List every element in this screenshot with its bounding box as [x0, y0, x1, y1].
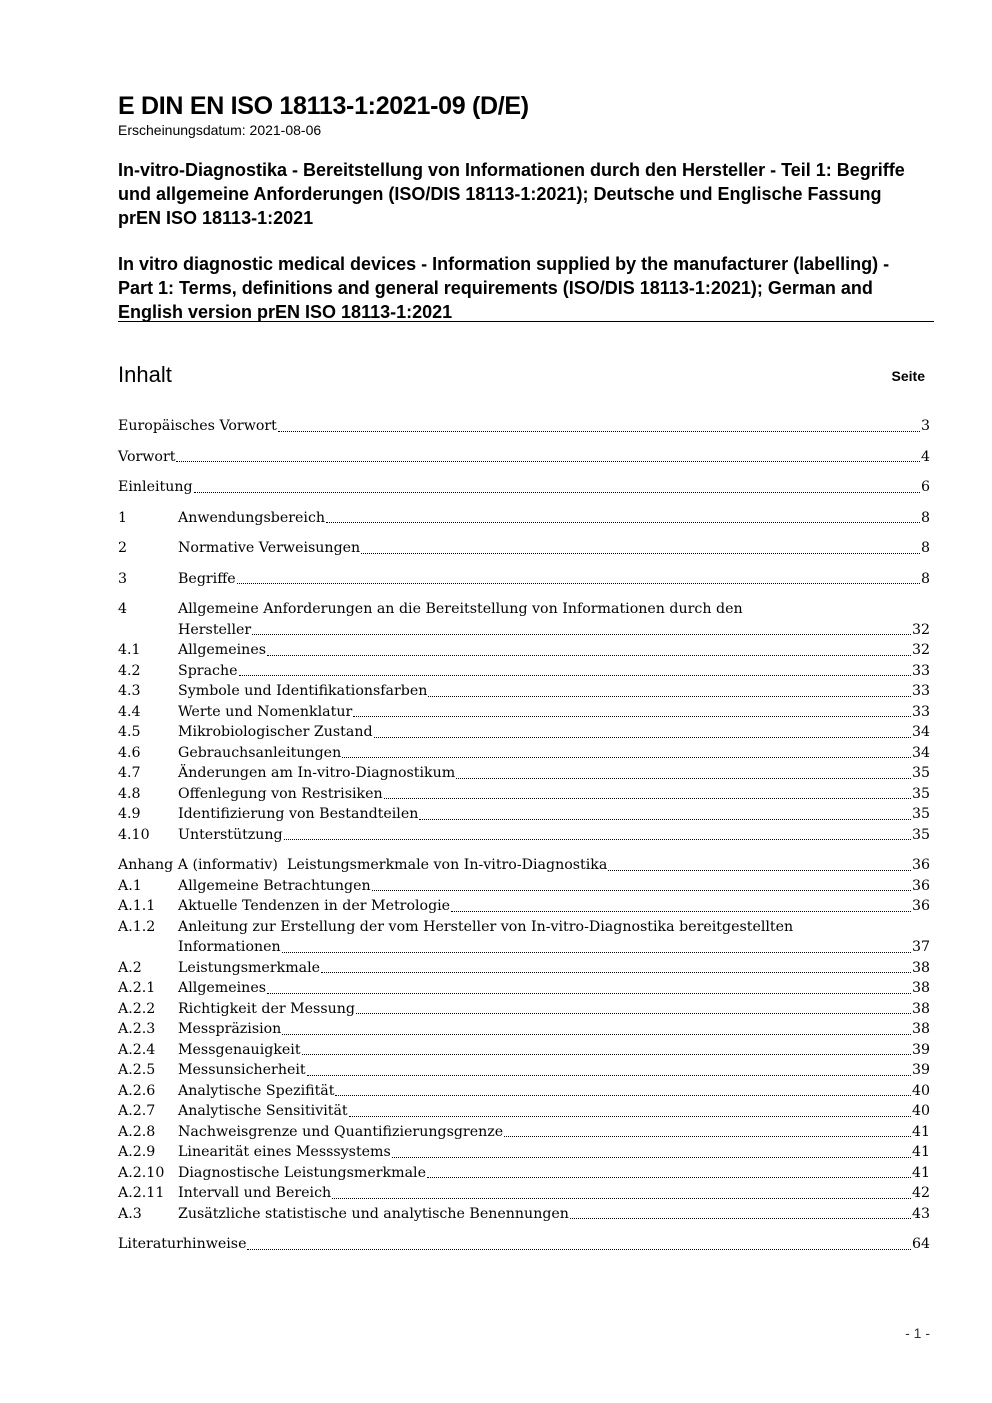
page-number: - 1 - [905, 1325, 930, 1341]
toc-page-column-label: Seite [891, 368, 925, 384]
toc-entry-label: Nachweisgrenze und Quantifizierungsgrenze [178, 1123, 504, 1140]
leader-dots [608, 869, 911, 871]
toc-entry-page: 35 [911, 785, 930, 802]
toc-entry-label-line2: Hersteller [178, 621, 252, 638]
leader-dots [349, 1115, 911, 1117]
toc-entry-label: Offenlegung von Restrisiken [178, 785, 383, 802]
toc-entry-einleitung[interactable] [118, 477, 930, 498]
toc-entry-number: A.2.5 [118, 1062, 156, 1078]
toc-entry-label: Analytische Spezifität [178, 1082, 335, 1099]
leader-dots [335, 1094, 911, 1096]
toc-entry-label: Richtigkeit der Messung [178, 1000, 355, 1017]
toc-entry-number: 2 [118, 540, 128, 556]
toc-entry-page: 34 [911, 724, 930, 740]
toc-entry-label: Literaturhinweise [118, 1236, 247, 1252]
toc-entry-label: Messgenauigkeit [178, 1041, 301, 1058]
toc-entry-literaturhinweise[interactable] [118, 1234, 930, 1255]
toc-entry-a-1-1[interactable] [118, 896, 930, 917]
leader-dots [267, 654, 911, 656]
toc-entry-page: 41 [911, 1164, 930, 1181]
toc-entry-annex-a[interactable] [118, 855, 930, 876]
toc-entry-a-2-4[interactable] [118, 1040, 930, 1061]
toc-entry-page: 43 [911, 1205, 930, 1222]
toc-entry-vorwort[interactable] [118, 447, 930, 468]
toc-entry-a-2-10[interactable] [118, 1163, 930, 1184]
toc-entry-a-3[interactable] [118, 1204, 930, 1225]
toc-entry-page: 36 [911, 898, 930, 914]
toc-entry-number: 1 [118, 509, 128, 526]
toc-entry-page: 38 [911, 1021, 930, 1037]
document-header [118, 92, 934, 324]
toc-entry-label: Werte und Nomenklatur [178, 703, 353, 720]
toc-entry-page: 35 [911, 806, 930, 822]
toc-entry-4-3[interactable] [118, 681, 930, 702]
title-german: In-vitro-Diagnostika - Bereitstellung von Informationen durch den Hersteller - Teil 1: Begriffe und allgemeine Anforderungen (ISO/DIS 18113-1:2021); Deutsche und Englische Fassung prEN ISO 18113-1:2021 [118, 160, 905, 228]
toc-entry-number: 4.6 [118, 744, 141, 761]
leader-dots [384, 797, 911, 799]
toc-entry-label: Normative Verweisungen [178, 540, 361, 556]
toc-entry-4-8[interactable] [118, 784, 930, 805]
toc-entry-number: A.2.2 [118, 1000, 156, 1017]
publication-date-value: 2021-08-06 [249, 122, 322, 138]
toc-entry-label: Sprache [178, 662, 238, 679]
toc-entry-label: Symbole und Identifikationsfarben [178, 683, 428, 699]
toc-entry-4-6[interactable] [118, 743, 930, 764]
leader-dots [456, 777, 911, 779]
toc-entry-page: 37 [911, 939, 930, 955]
document-title: E DIN EN ISO 18113-1:2021-09 (D/E) [118, 92, 529, 120]
toc-entry-page: 6 [920, 479, 930, 495]
leader-dots [326, 521, 920, 523]
toc-entry-page: 38 [911, 959, 930, 976]
toc-entry-4-2[interactable] [118, 661, 930, 682]
toc-entry-page: 33 [911, 662, 930, 679]
toc-entry-number: A.2.7 [118, 1103, 156, 1119]
toc-entry-europaeisches-vorwort[interactable] [118, 416, 930, 437]
toc-entry-label: Mikrobiologischer Zustand [178, 724, 373, 740]
toc-entry-page: 8 [920, 540, 930, 556]
toc-entry-number: 4.3 [118, 683, 141, 699]
toc-entry-label-line1: Allgemeine Anforderungen an die Bereitstellung von Informationen durch den [178, 601, 743, 617]
toc-entry-label: Unterstützung [178, 826, 283, 843]
toc-entry-label-line2: Informationen [178, 939, 281, 955]
toc-entry-label: Analytische Sensitivität [178, 1103, 348, 1119]
table-of-contents [118, 416, 930, 1255]
toc-entry-number: A.2.9 [118, 1144, 156, 1160]
publication-date-label: Erscheinungsdatum: [118, 122, 246, 138]
leader-dots [302, 1053, 911, 1055]
toc-entry-number: 4.9 [118, 806, 141, 822]
toc-entry-number: A.1 [118, 877, 142, 894]
toc-entry-a-2-3[interactable] [118, 1019, 930, 1040]
leader-dots [282, 951, 911, 953]
leader-dots [427, 1176, 911, 1178]
toc-entry-number: A.1.1 [118, 898, 156, 914]
toc-entry-page: 35 [911, 765, 930, 781]
leader-dots [176, 460, 920, 462]
toc-entry-label: Intervall und Bereich [178, 1185, 332, 1201]
toc-entry-number: A.2.11 [118, 1185, 165, 1201]
toc-entry-label-line1: Anleitung zur Erstellung der vom Hersteller von In-vitro-Diagnostika bereitgestellten [178, 918, 794, 935]
leader-dots [267, 992, 911, 994]
toc-entry-number: A.3 [118, 1205, 142, 1222]
toc-entry-page: 41 [911, 1123, 930, 1140]
toc-entry-4-1[interactable] [118, 640, 930, 661]
toc-entry-page: 38 [911, 980, 930, 996]
toc-entry-page: 39 [911, 1041, 930, 1058]
leader-dots [428, 695, 911, 697]
toc-entry-4-10[interactable] [118, 825, 930, 846]
toc-entry-page: 33 [911, 683, 930, 699]
toc-entry-number: 4 [118, 601, 128, 617]
toc-entry-section-4[interactable] [118, 599, 930, 640]
toc-entry-label: Begriffe [178, 570, 236, 587]
toc-entry-label: Anwendungsbereich [178, 509, 326, 526]
toc-entry-label: Vorwort [118, 448, 176, 465]
leader-dots [392, 1156, 911, 1158]
toc-entry-label: Zusätzliche statistische und analytische Benennungen [178, 1205, 569, 1222]
leader-dots [451, 910, 911, 912]
toc-entry-a-1-2[interactable] [118, 917, 930, 958]
toc-entry-4-5[interactable] [118, 722, 930, 743]
leader-dots [570, 1217, 911, 1219]
toc-entry-section-1[interactable] [118, 508, 930, 529]
leader-dots [332, 1197, 911, 1199]
toc-entry-number: 4.10 [118, 826, 150, 843]
toc-entry-label: Leistungsmerkmale [178, 959, 321, 976]
toc-entry-label: Einleitung [118, 479, 193, 495]
toc-entry-number: 4.8 [118, 785, 141, 802]
toc-entry-page: 38 [911, 1000, 930, 1017]
toc-entry-a-2-9[interactable] [118, 1142, 930, 1163]
toc-entry-a-2-7[interactable] [118, 1101, 930, 1122]
toc-entry-number: A.2.4 [118, 1041, 156, 1058]
toc-entry-section-3[interactable] [118, 569, 930, 590]
toc-entry-label: Allgemeine Betrachtungen [178, 877, 371, 894]
toc-entry-page: 41 [911, 1144, 930, 1160]
toc-entry-a-2-11[interactable] [118, 1183, 930, 1204]
toc-entry-page: 64 [911, 1236, 930, 1252]
toc-entry-page: 8 [920, 509, 930, 526]
toc-entry-page: 39 [911, 1062, 930, 1078]
toc-entry-number: 3 [118, 570, 128, 587]
toc-entry-page: 36 [911, 857, 930, 873]
toc-entry-label: Allgemeines [178, 980, 266, 996]
toc-entry-label: Aktuelle Tendenzen in der Metrologie [178, 898, 451, 914]
leader-dots [372, 889, 911, 891]
toc-entry-page: 40 [911, 1103, 930, 1119]
toc-entry-number: A.2.3 [118, 1021, 156, 1037]
toc-entry-number: A.2.6 [118, 1082, 156, 1099]
leader-dots [252, 633, 911, 635]
toc-entry-number: A.1.2 [118, 918, 156, 935]
toc-entry-label: Änderungen am In-vitro-Diagnostikum [178, 765, 456, 781]
toc-heading: Inhalt [118, 362, 172, 387]
header-divider [118, 321, 934, 322]
toc-entry-label: Allgemeines [178, 642, 266, 658]
toc-entry-page: 40 [911, 1082, 930, 1099]
toc-entry-label: Messpräzision [178, 1021, 282, 1037]
toc-entry-number: A.2.1 [118, 980, 156, 996]
leader-dots [278, 430, 920, 432]
toc-entry-a-2-2[interactable] [118, 999, 930, 1020]
leader-dots [282, 1033, 911, 1035]
leader-dots [239, 674, 911, 676]
toc-entry-page: 35 [911, 826, 930, 843]
toc-entry-number: A.2 [118, 959, 142, 976]
toc-entry-4-4[interactable] [118, 702, 930, 723]
toc-entry-number: 4.5 [118, 724, 141, 740]
toc-entry-label: Messunsicherheit [178, 1062, 306, 1078]
toc-entry-page: 32 [911, 642, 930, 658]
toc-entry-number: 4.4 [118, 703, 141, 720]
toc-entry-a-2-6[interactable] [118, 1081, 930, 1102]
toc-entry-number: 4.2 [118, 662, 141, 679]
toc-entry-4-9[interactable] [118, 804, 930, 825]
toc-entry-number: 4.7 [118, 765, 141, 781]
toc-header [118, 361, 928, 389]
toc-entry-a-2-5[interactable] [118, 1060, 930, 1081]
leader-dots [284, 838, 911, 840]
leader-dots [353, 715, 911, 717]
toc-entry-section-2[interactable] [118, 538, 930, 559]
toc-entry-page: 34 [911, 744, 930, 761]
toc-entry-number: 4.1 [118, 642, 141, 658]
leader-dots [237, 582, 920, 584]
toc-entry-page: 8 [920, 570, 930, 587]
publication-date [118, 121, 934, 139]
toc-entry-label: Linearität eines Messsystems [178, 1144, 391, 1160]
toc-entry-page: 3 [920, 418, 930, 434]
toc-entry-a-2-1[interactable] [118, 978, 930, 999]
toc-entry-label: Anhang A (informativ) Leistungsmerkmale von In-vitro-Diagnostika [118, 857, 608, 873]
toc-entry-label: Gebrauchsanleitungen [178, 744, 342, 761]
leader-dots [356, 1012, 911, 1014]
toc-entry-number: A.2.8 [118, 1123, 156, 1140]
toc-entry-label: Identifizierung von Bestandteilen [178, 806, 419, 822]
leader-dots [374, 736, 911, 738]
toc-entry-page: 4 [920, 448, 930, 465]
toc-entry-page: 32 [911, 621, 930, 638]
leader-dots [321, 971, 911, 973]
leader-dots [504, 1135, 911, 1137]
toc-entry-label: Diagnostische Leistungsmerkmale [178, 1164, 426, 1181]
toc-entry-4-7[interactable] [118, 763, 930, 784]
toc-entry-page: 36 [911, 877, 930, 894]
leader-dots [342, 756, 911, 758]
leader-dots [194, 491, 920, 493]
toc-entry-page: 42 [911, 1185, 930, 1201]
toc-entry-number: A.2.10 [118, 1164, 165, 1181]
toc-entry-page: 33 [911, 703, 930, 720]
leader-dots [419, 818, 911, 820]
leader-dots [361, 552, 920, 554]
toc-entry-label: Europäisches Vorwort [118, 418, 277, 434]
toc-entry-a-1[interactable] [118, 876, 930, 897]
leader-dots [307, 1074, 911, 1076]
toc-entry-a-2-8[interactable] [118, 1122, 930, 1143]
leader-dots [247, 1248, 910, 1250]
title-english: In vitro diagnostic medical devices - Information supplied by the manufacturer (labelling) - Part 1: Terms, definitions and general requirements (ISO/DIS 18113-1:2021); German and English version prEN ISO 18113-1:2021 [118, 254, 890, 322]
toc-entry-a-2[interactable] [118, 958, 930, 979]
